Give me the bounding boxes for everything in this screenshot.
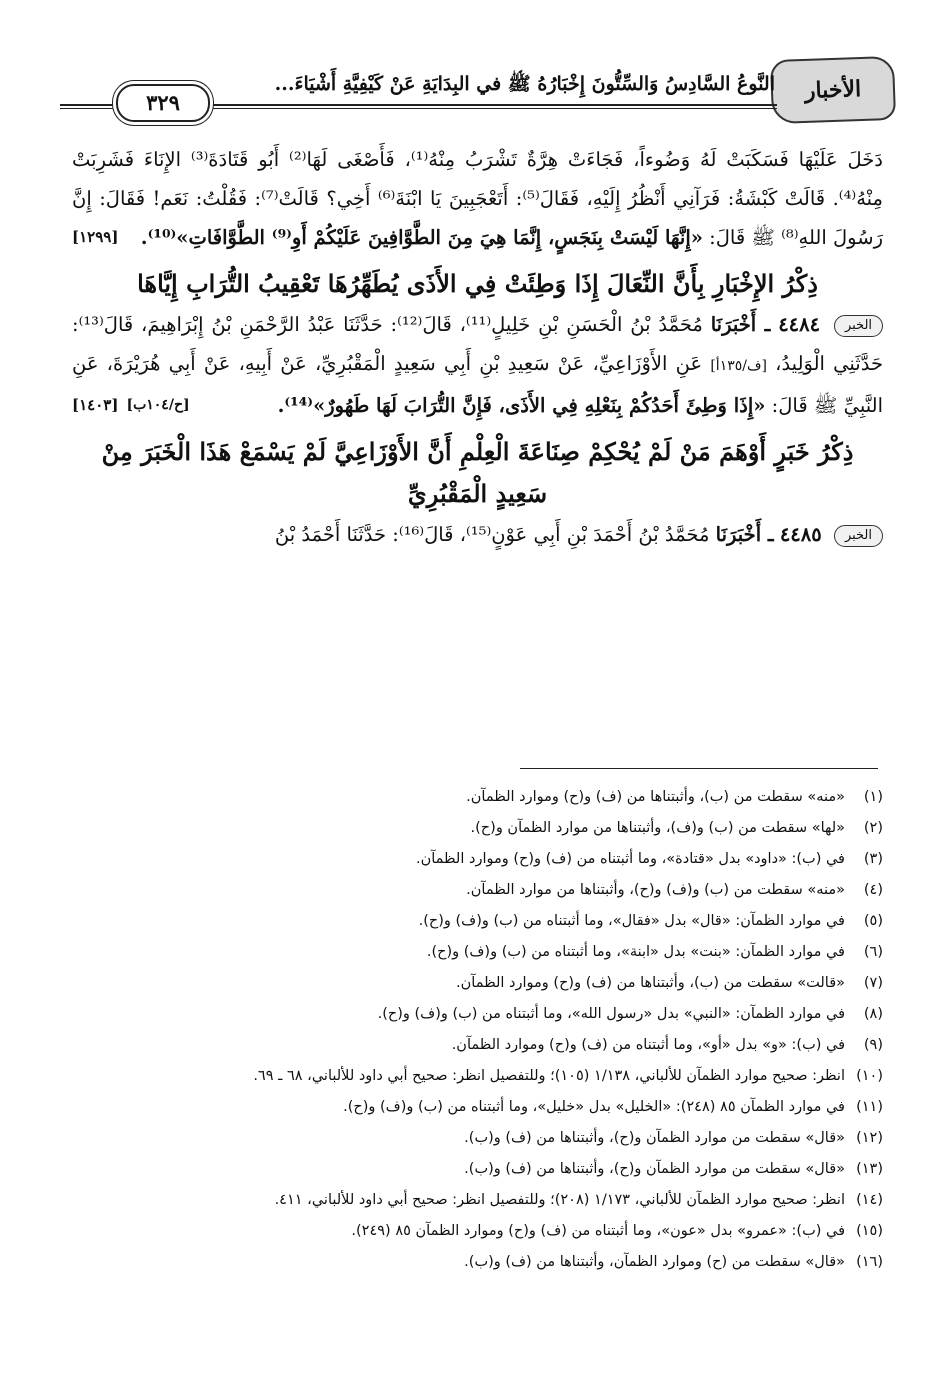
paragraph-text: دَخَلَ عَلَيْهَا فَسَكَبَتْ لَهُ وَضُوءاً، فَجَاءَتْ هِرَّةٌ تَشْرَبُ مِنْهُ⁽¹⁾، فَأَصْغَى لَهَا⁽²⁾ أَبُو قَتَادَةَ⁽³⁾ الإِنَاءَ فَشَرِبَتْ مِنْهُ⁽⁴⁾. قَالَتْ كَبْشَةُ: فَرَآنِي أَنْظُرُ إِلَيْهِ، فَقَالَ⁽⁵⁾: أَتَعْجَبِينَ يَا ابْنَةَ⁽⁶⁾ أَخِي؟ قَالَتْ⁽⁷⁾: فَقُلْتُ: نَعَم! فَقَالَ: إِنَّ رَسُولَ اللهِ⁽⁸⁾ ﷺ قَالَ: (72, 148, 883, 249)
isnad-text-continued: عَنِ الأَوْزَاعِيِّ، عَنْ سَعِيدِ بْنِ أَبِي سَعِيدٍ الْمَقْبُرِيِّ، عَنْ أَبِيهِ، عَنْ أَبِي هُرَيْرَةَ، عَنِ النَّبِيِّ ﷺ قَالَ: (72, 352, 883, 417)
hadith-number: ٤٤٨٥ (779, 523, 822, 546)
footnote-item (62, 968, 883, 999)
reference-number: [١٤٠٣] (72, 396, 119, 414)
footnote-separator (520, 768, 878, 769)
footnote-item (62, 1185, 883, 1216)
footnote-item (62, 875, 883, 906)
footnote-text: في (ب): «داود» بدل «قتادة»، وما أثبتناه من (ف) و(ح) وموارد الظمآن. (415, 851, 845, 867)
footnote-text: في (ب): «عمرو» بدل «عون»، وما أثبتناه من (ف) و(ح) وموارد الظمآن ٨٥ (٢٤٩). (351, 1223, 845, 1239)
footnote-number: (٩) (863, 1037, 883, 1053)
hadith-4485 (72, 515, 883, 554)
footnote-item (62, 906, 883, 937)
footnote-item (62, 1154, 883, 1185)
footnotes (62, 782, 883, 1278)
footnote-text: في موارد الظمآن ٨٥ (٢٤٨): «الخليل» بدل «خليل»، وما أثبتناه من (ب) و(ف) و(ح). (343, 1099, 845, 1115)
footnote-number: (٤) (863, 882, 883, 898)
hadith-marker-icon: الخبر (834, 525, 883, 547)
footnote-item (62, 1092, 883, 1123)
footnote-text: في موارد الظمآن: «قال» بدل «فقال»، وما أثبتناه من (ب) و(ف) و(ح). (418, 913, 845, 929)
reference-number: [١٢٩٩] (72, 228, 119, 246)
manuscript-marker: [ح/١٠٤ب] (126, 397, 190, 413)
footnote-item (62, 937, 883, 968)
chapter-heading: ذِكْرُ الإِخْبَارِ بِأَنَّ النِّعَالَ إِذَا وَطِئَتْ فِي الأَذَى يُطَهِّرُهَا تَعْقِيبُ التُّرَابِ إِيَّاهَا (137, 269, 818, 298)
footnote-number: (٣) (863, 851, 883, 867)
hadith-intro: ـ أَخْبَرَنَا (715, 523, 774, 546)
footnote-number: (١٣) (856, 1161, 883, 1177)
chapter-heading: ذِكْرُ خَبَرٍ أَوْهَمَ مَنْ لَمْ يُحْكِمْ صِنَاعَةَ الْعِلْمِ أَنَّ الأَوْزَاعِيَّ لَمْ يَسْمَعْ هَذَا الْخَبَرَ مِنْ سَعِيدٍ الْمَقْبُرِيِّ (101, 437, 854, 508)
footnote-text: انظر: صحيح موارد الظمآن للألباني، ١/١٣٨ (١٠٥)؛ وللتفصيل انظر: صحيح أبي داود للألباني، ٦٨ ـ ٦٩. (253, 1068, 845, 1084)
footnote-text: «قال» سقطت من (ح) وموارد الظمآن، وأثبتناها من (ف) و(ب). (464, 1254, 845, 1270)
footnote-number: (١١) (856, 1099, 883, 1115)
footnote-number: (٨) (863, 1006, 883, 1022)
hadith-marker-icon: الخبر (834, 315, 883, 337)
manuscript-marker: [ف/١٣٥أ] (710, 358, 767, 374)
section-badge-label: الأخبار (804, 76, 862, 104)
page-number: ٣٢٩ (116, 84, 210, 122)
footnote-text: «منه» سقطت من (ب)، وأثبتناها من (ف) و(ح) وموارد الظمآن. (466, 789, 845, 805)
hadith-intro: ـ أَخْبَرَنَا (710, 313, 771, 336)
page-header (60, 58, 895, 128)
footnote-item (62, 1030, 883, 1061)
footnote-number: (٧) (863, 975, 883, 991)
footnote-text: في (ب): «و» بدل «أو»، وما أثبتناه من (ف) و(ح) وموارد الظمآن. (451, 1037, 845, 1053)
footnote-text: «لها» سقطت من (ب) و(ف)، وأثبتناها من موارد الظمآن و(ح). (470, 820, 845, 836)
footnote-text: «قال» سقطت من موارد الظمآن و(ح)، وأثبتناها من (ف) و(ب). (464, 1130, 845, 1146)
hadith-4484 (72, 305, 883, 425)
footnote-text: انظر: صحيح موارد الظمآن للألباني، ١/١٧٣ (٢٠٨)؛ وللتفصيل انظر: صحيح أبي داود للألباني، ٤١١. (274, 1192, 845, 1208)
isnad-text: مُحَمَّدُ بْنُ الْحَسَنِ بْنِ خَلِيلٍ⁽¹¹⁾، قَالَ⁽¹²⁾: حَدَّثَنَا عَبْدُ الرَّحْمَنِ بْنُ إِبْرَاهِيمَ، قَالَ⁽¹³⁾: حَدَّثَنِي الْوَلِيدُ، (72, 313, 884, 375)
main-text (72, 140, 883, 554)
footnote-text: «منه» سقطت من (ب) و(ف) و(ح)، وأثبتناها من موارد الظمآن. (466, 882, 845, 898)
footnote-number: (١٥) (856, 1223, 883, 1239)
footnote-text: في موارد الظمآن: «بنت» بدل «ابنة»، وما أثبتناه من (ب) و(ف) و(ح). (426, 944, 845, 960)
footnote-text: «قال» سقطت من موارد الظمآن و(ح)، وأثبتناها من (ف) و(ب). (464, 1161, 845, 1177)
footnote-number: (٢) (863, 820, 883, 836)
hadith-number: ٤٤٨٤ (778, 313, 821, 336)
section-badge (770, 56, 896, 124)
footnote-item (62, 782, 883, 813)
footnote-number: (١٦) (856, 1254, 883, 1270)
prophetic-quote: «إِذَا وَطِئَ أَحَدُكُمْ بِنَعْلِهِ فِي الأَذَى، فَإِنَّ التُّرَابَ لَهَا طَهُورٌ»⁽¹⁴⁾. (277, 394, 766, 417)
footnote-item (62, 1216, 883, 1247)
footnote-number: (٥) (863, 913, 883, 929)
footnote-number: (١٠) (856, 1068, 883, 1084)
footnote-item (62, 813, 883, 844)
footnote-number: (١٤) (856, 1192, 883, 1208)
footnote-item (62, 999, 883, 1030)
footnote-number: (١٢) (856, 1130, 883, 1146)
footnote-text: «قالت» سقطت من (ب)، وأثبتناها من (ف) و(ح) وموارد الظمآن. (456, 975, 845, 991)
footnote-number: (١) (863, 789, 883, 805)
footnote-item (62, 1123, 883, 1154)
isnad-text: مُحَمَّدُ بْنُ أَحْمَدَ بْنِ أَبِي عَوْنٍ⁽¹⁵⁾، قَالَ⁽¹⁶⁾: حَدَّثَنَا أَحْمَدُ بْنُ (274, 523, 710, 546)
running-title: النَّوعُ السَّادِسُ وَالسِّتُّونَ إِخْبَارُهُ ﷺ في البِدَايَةِ عَنْ كَيْفِيَّةِ أَشْيَاءَ... (274, 73, 775, 95)
footnote-item (62, 1247, 883, 1278)
hadith-continuation (72, 140, 883, 257)
prophetic-quote: «إِنَّهَا لَيْسَتْ بِنَجَسٍ، إِنَّمَا هِيَ مِنَ الطَّوَّافِينَ عَلَيْكُمْ أَوِ⁽⁹⁾ الطَّوَّافَاتِ»⁽¹⁰⁾. (140, 226, 703, 249)
footnote-item (62, 844, 883, 875)
footnote-item (62, 1061, 883, 1092)
footnote-number: (٦) (863, 944, 883, 960)
footnote-text: في موارد الظمآن: «النبي» بدل «رسول الله»، وما أثبتناه من (ب) و(ف) و(ح). (377, 1006, 845, 1022)
